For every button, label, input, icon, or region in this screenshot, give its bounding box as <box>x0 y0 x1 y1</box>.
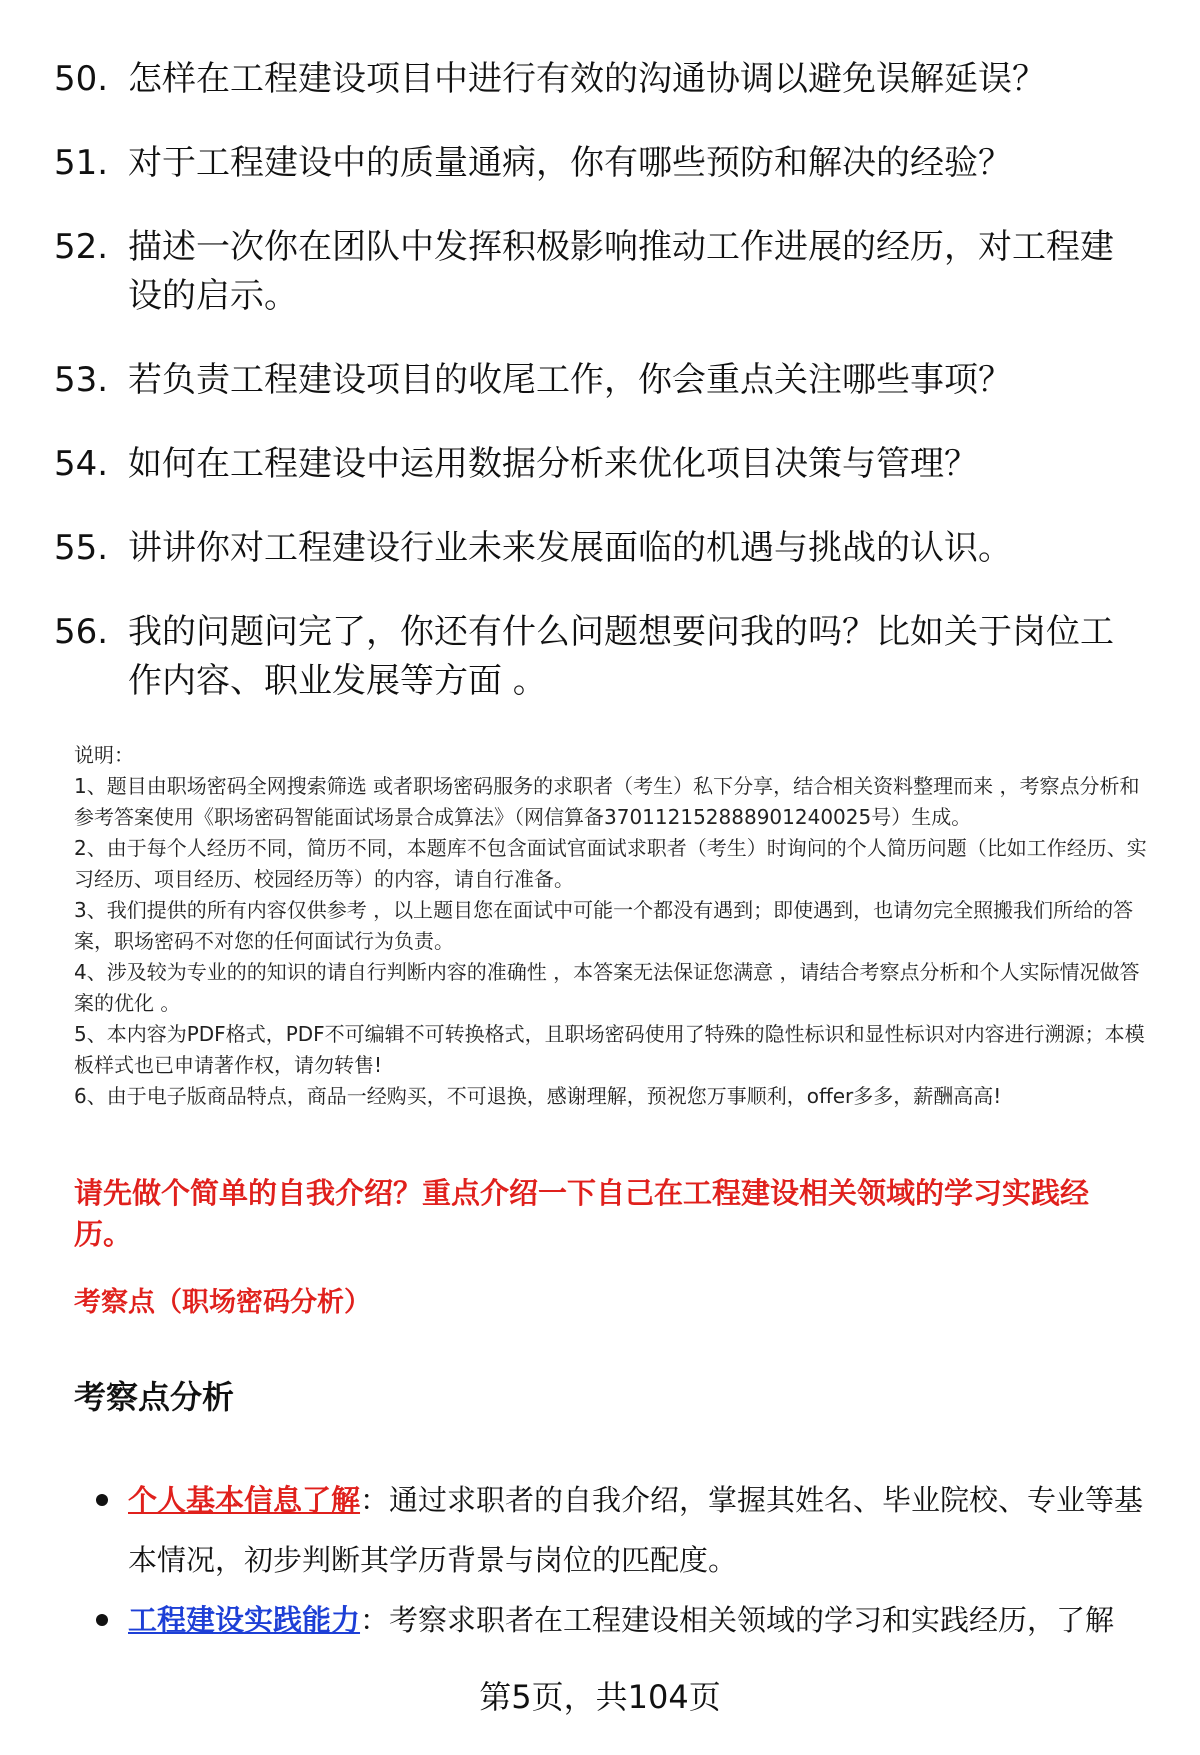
question-number: 50. <box>54 59 109 99</box>
bullet-colon: ： <box>360 1603 390 1637</box>
note-item: 6、由于电子版商品特点，商品一经购买，不可退换，感谢理解，预祝您万事顺利，offer多多，薪酬高高! <box>74 1084 1002 1108</box>
notes-section <box>74 740 1154 1112</box>
question-number: 52. <box>54 227 109 267</box>
question-number: 55. <box>54 528 109 568</box>
page-footer: 第5页，共104页 <box>479 1678 721 1716</box>
bullet-list <box>96 1470 1146 1650</box>
note-item: 1、题目由职场密码全网搜索筛选 或者职场密码服务的求职者（考生）私下分享，结合相关资料整理而来 ，考察点分析和参考答案使用《职场密码智能面试场景合成算法》（网信算备370112152888901240025号）生成。 <box>74 774 1140 829</box>
question-number: 56. <box>54 612 109 652</box>
bullet-text: 考察求职者在工程建设相关领域的学习和实践经历，了解 <box>389 1603 1115 1637</box>
question-item <box>54 608 1144 706</box>
question-item <box>54 440 1144 489</box>
question-number: 54. <box>54 444 109 484</box>
question-item <box>54 223 1144 321</box>
bullet-dot-icon <box>96 1494 108 1506</box>
question-item <box>54 55 1144 104</box>
note-item: 4、涉及较为专业的的知识的请自行判断内容的准确性 ，本答案无法保证您满意 ，请结合考察点分析和个人实际情况做答案的优化 。 <box>74 960 1140 1015</box>
question-item <box>54 524 1144 573</box>
bullet-key: 工程建设实践能力 <box>128 1603 361 1637</box>
highlight-question: 请先做个简单的自我介绍？重点介绍一下自己在工程建设相关领域的学习实践经历。 <box>74 1176 1090 1251</box>
bullet-text: 通过求职者的自我介绍，掌握其姓名、毕业院校、专业等基本情况，初步判断其学历背景与岗位的匹配度。 <box>128 1483 1144 1577</box>
question-text: 讲讲你对工程建设行业未来发展面临的机遇与挑战的认识。 <box>128 528 1012 568</box>
analysis-label: 考察点（职场密码分析） <box>74 1287 371 1318</box>
notes-title: 说明： <box>74 743 134 767</box>
question-text: 我的问题问完了，你还有什么问题想要问我的吗？比如关于岗位工作内容、职业发展等方面 。 <box>128 612 1114 701</box>
note-item: 5、本内容为PDF格式，PDF不可编辑不可转换格式，且职场密码使用了特殊的隐性标识和显性标识对内容进行溯源；本模板样式也已申请著作权，请勿转售! <box>74 1022 1145 1077</box>
question-item <box>54 356 1144 405</box>
question-number: 51. <box>54 143 109 183</box>
bullet-item <box>96 1470 1146 1590</box>
question-text: 描述一次你在团队中发挥积极影响推动工作进展的经历，对工程建设的启示。 <box>128 227 1114 316</box>
question-item <box>54 139 1144 188</box>
bullet-item <box>96 1590 1146 1650</box>
question-text: 如何在工程建设中运用数据分析来优化项目决策与管理？ <box>128 444 978 484</box>
question-text: 对于工程建设中的质量通病，你有哪些预防和解决的经验？ <box>128 143 1012 183</box>
note-item: 3、我们提供的所有内容仅供参考 ，以上题目您在面试中可能一个都没有遇到；即使遇到，也请勿完全照搬我们所给的答案，职场密码不对您的任何面试行为负责。 <box>74 898 1134 953</box>
note-item: 2、由于每个人经历不同，简历不同，本题库不包含面试官面试求职者（考生）时询问的个人简历问题（比如工作经历、实习经历、项目经历、校园经历等）的内容，请自行准备。 <box>74 836 1147 891</box>
bullet-colon: ： <box>360 1483 390 1517</box>
question-text: 怎样在工程建设项目中进行有效的沟通协调以避免误解延误？ <box>128 59 1046 99</box>
question-number: 53. <box>54 360 109 400</box>
bullet-key: 个人基本信息了解 <box>128 1483 361 1517</box>
question-list <box>54 55 1144 741</box>
bullet-dot-icon <box>96 1614 108 1626</box>
question-text: 若负责工程建设项目的收尾工作，你会重点关注哪些事项？ <box>128 360 1012 400</box>
section-title: 考察点分析 <box>74 1378 235 1416</box>
